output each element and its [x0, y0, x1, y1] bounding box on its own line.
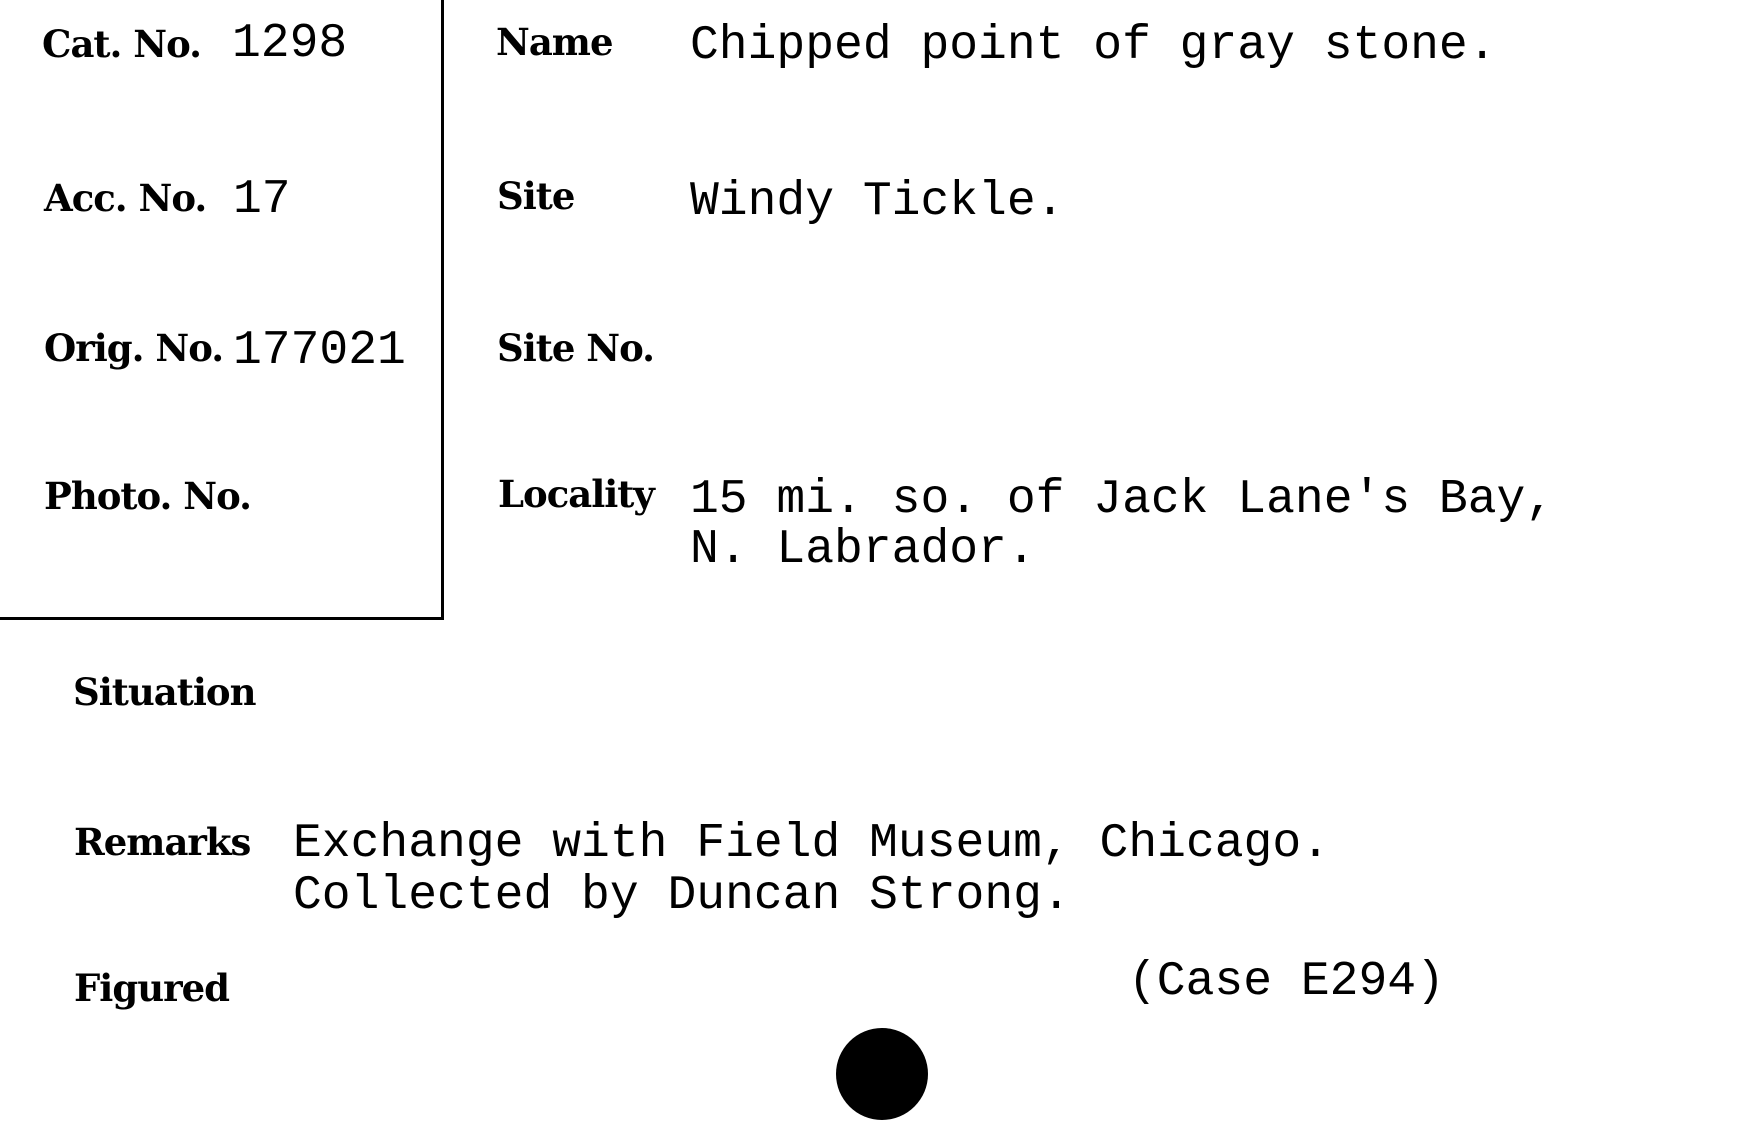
- site-no-label: Site No.: [497, 326, 655, 370]
- locality-line1: 15 mi. so. of Jack Lane's Bay,: [690, 473, 1555, 527]
- orig-no-value: 177021: [233, 324, 406, 378]
- photo-no-label: Photo. No.: [44, 474, 252, 518]
- case-note: (Case E294): [1128, 955, 1445, 1009]
- cat-no-value: 1298: [232, 17, 348, 71]
- left-box-right-border: [441, 0, 444, 620]
- site-value: Windy Tickle.: [690, 175, 1065, 229]
- site-label: Site: [497, 174, 575, 218]
- remarks-line2: Collected by Duncan Strong.: [293, 869, 1071, 923]
- locality-line2: N. Labrador.: [690, 523, 1036, 577]
- locality-label: Locality: [498, 472, 654, 516]
- orig-no-label: Orig. No.: [44, 326, 224, 370]
- remarks-line1: Exchange with Field Museum, Chicago.: [293, 817, 1330, 871]
- remarks-label: Remarks: [74, 820, 251, 864]
- figured-label: Figured: [74, 966, 230, 1010]
- punch-hole: [836, 1028, 928, 1120]
- acc-no-value: 17: [233, 173, 291, 227]
- situation-label: Situation: [73, 670, 256, 714]
- cat-no-label: Cat. No.: [42, 22, 202, 66]
- name-value: Chipped point of gray stone.: [690, 19, 1497, 73]
- acc-no-label: Acc. No.: [44, 176, 207, 220]
- name-label: Name: [496, 20, 613, 64]
- left-box-bottom-border: [0, 617, 444, 620]
